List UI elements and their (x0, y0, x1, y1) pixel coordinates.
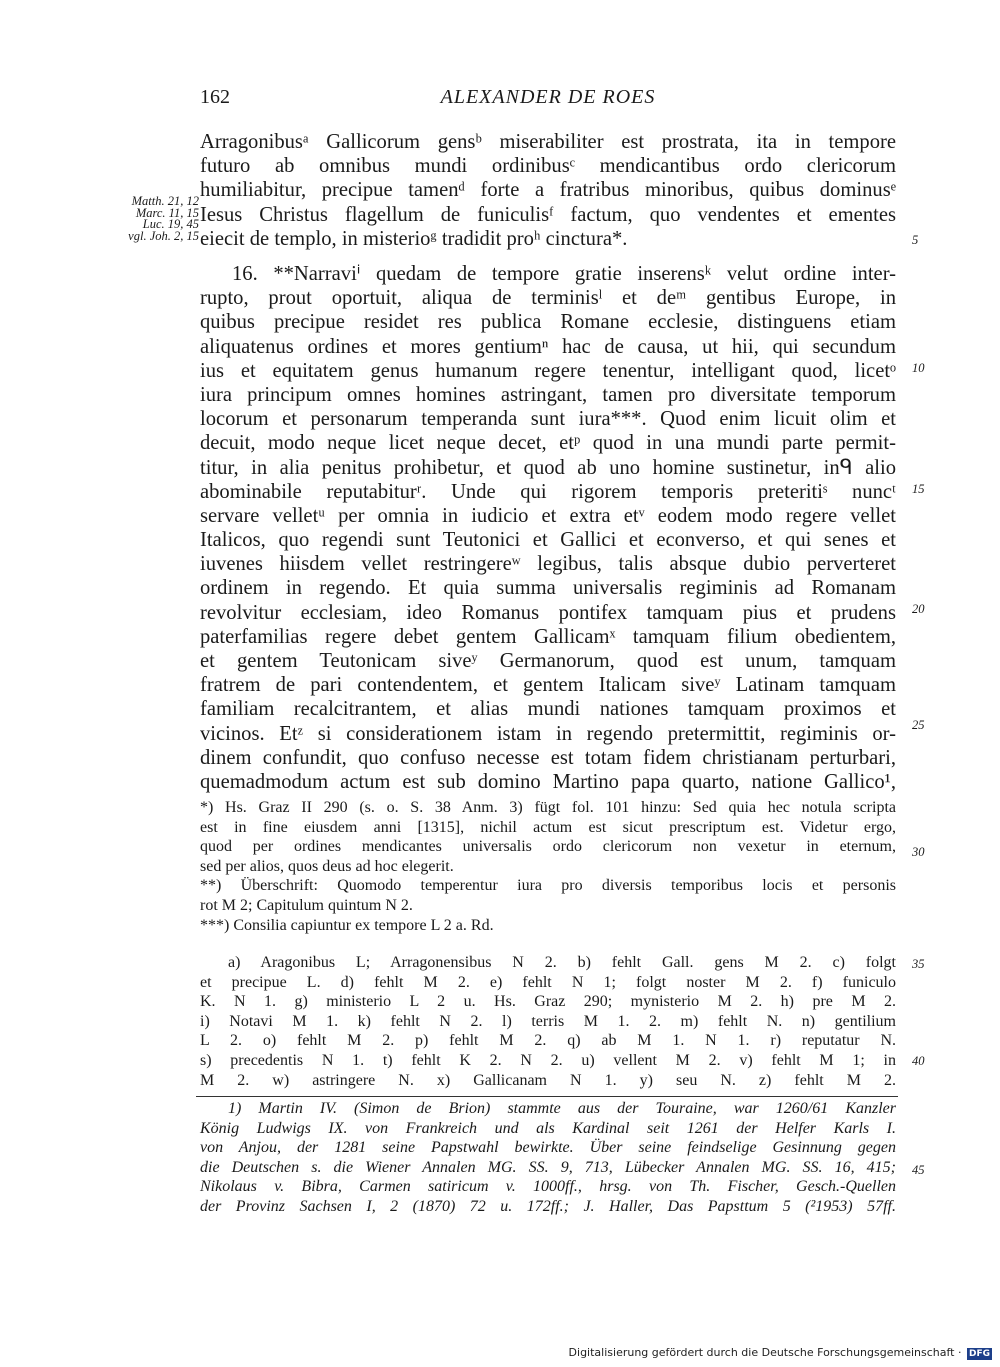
text-line: titur, in alia penitus prohibetur, et quod ab uno homine sustinetur, inᑫ alio (200, 456, 896, 479)
text-line: eiecit de templo, in misterioᵍ tradidit proʰ cinctura*. (200, 227, 628, 250)
note-line: est in fine eiusdem anni [1315], nichil actum est sicut prescriptum est. Videtur ergo, (200, 818, 896, 836)
margin-ref: Matth. 21, 12 (131, 194, 199, 208)
main-text-paragraph-16 (200, 262, 896, 794)
line-number: 35 (912, 957, 925, 971)
line-number: 10 (912, 361, 925, 375)
commentary-line: Nikolaus v. Bibra, Carmen satiricum v. 1000ff., hrsg. von Th. Fischer, Gesch.-Quellen (200, 1178, 896, 1196)
text-line: abominabile reputabiturʳ. Unde qui rigorem temporis preteritiˢ nuncᵗ (200, 480, 896, 503)
text-line: et gentem Teutonicam siveʸ Germanorum, quod est unum, tamquam (200, 650, 896, 672)
note-line: **) Überschrift: Quomodo temperentur iura pro diversis temporibus locis et personis (200, 877, 896, 895)
apparatus-line: M 2. w) astringere N. x) Gallicanam N 1. y) seu N. z) fehlt M 2. (200, 1071, 896, 1089)
line-number: 40 (912, 1054, 925, 1068)
text-line: quemadmodum actum est sub domino Martino papa quarto, natione Gallico¹, (200, 770, 896, 793)
margin-ref: Luc. 19, 45 (142, 217, 199, 231)
text-line: Iesus Christus flagellum de funiculisᶠ factum, quo vendentes et ementes (200, 203, 896, 226)
text-line: Italicos, quo regendi sunt Teutonici et Gallici et econverso, et qui senes et (200, 529, 896, 552)
note-line: quod per ordines mendicantes universalis ordo clericorum non vexetur in eternum, (200, 838, 896, 856)
line-number: 20 (912, 602, 925, 616)
text-line: locorum et personarum temperanda sunt iura***. Quod enim licuit olim et (200, 408, 896, 431)
line-number: 25 (912, 718, 925, 732)
text-line: familiam recalcitrantem, et alias mundi nationes tamquam proximos et (200, 698, 896, 721)
line-number: 5 (912, 233, 919, 247)
text-line: ius et equitatem genus humanum regere tenentur, intelligant quod, licetᵒ (200, 359, 896, 382)
apparatus-line: L 2. o) fehlt M 2. p) fehlt M 2. q) ab M 1. N 1. r) reputatur N. (200, 1032, 896, 1050)
text-line: paterfamilias regere debet gentem Gallicamˣ tamquam filium obedientem, (200, 625, 896, 648)
text-line: iura principum omnes homines astringant, tamen pro diversitate temporum (200, 383, 896, 406)
margin-references (104, 196, 199, 242)
footnote-rule (196, 1096, 898, 1097)
text-line: humiliabitur, precipue tamenᵈ forte a fratribus minoribus, quibus dominusᵉ (200, 179, 896, 202)
text-line: iuvenes hiisdem vellet restringereʷ legibus, talis absque dubio perverteret (200, 553, 896, 576)
credit-text: Digitalisierung gefördert durch die Deutsche Forschungsgemeinschaft (568, 1346, 955, 1359)
page-number: 162 (200, 86, 230, 108)
editorial-notes (200, 798, 896, 935)
apparatus-line: i) Notavi M 1. k) fehlt N 2. l) terris M 1. 2. m) fehlt N. n) gentilium (200, 1012, 896, 1030)
dfg-logo: DFG (968, 1349, 990, 1359)
note-line: rot M 2; Capitulum quintum N 2. (200, 896, 413, 914)
apparatus-line: a) Aragonibus L; Arragonensibus N 2. b) fehlt Gall. gens M 2. c) folgt (228, 954, 896, 971)
text-line: decuit, modo neque licet neque decet, etᵖ quod in una mundi parte permit- (200, 432, 896, 455)
margin-ref: Marc. 11, 15 (135, 205, 199, 220)
commentary-line: die Deutschen s. die Wiener Annalen MG. SS. 9, 713, Lübecker Annalen MG. SS. 16, 415; (200, 1158, 896, 1176)
apparatus-line: s) precedentis N 1. t) fehlt K 2. N 2. u) vellent M 2. v) fehlt M 1; in (200, 1051, 896, 1069)
apparatus-line: K. N 1. g) ministerio L 2 u. Hs. Graz 290; mynisterio M 2. h) pre M 2. (200, 993, 896, 1011)
commentary-line: König Ludwigs IX. von Frankreich und als Kardinal seit 1261 der Helfer Karls I. (200, 1119, 896, 1137)
historical-commentary (200, 1099, 896, 1217)
text-line: Arragonibusᵃ Gallicorum gensᵇ miserabiliter est prostrata, ita in tempore (200, 131, 896, 153)
text-line: rupto, prout oportuit, aliqua de terminisˡ et deᵐ gentibus Europe, in (200, 287, 896, 310)
text-line: aliquatenus ordines et mores gentiumⁿ hac de causa, ut hii, qui secundum (200, 335, 896, 358)
digitization-credit: Digitalisierung gefördert durch die Deutsche Forschungsgemeinschaft · DFG (568, 1346, 990, 1359)
line-number: 30 (912, 845, 925, 859)
note-line: *) Hs. Graz II 290 (s. o. S. 38 Anm. 3) fügt fol. 101 hinzu: Sed quia hec notula scripta (200, 799, 896, 816)
critical-apparatus (200, 953, 896, 1090)
line-number: 15 (912, 482, 925, 496)
running-title: ALEXANDER DE ROES (440, 86, 656, 108)
line-number: 45 (912, 1163, 925, 1177)
note-line: ***) Consilia capiuntur ex tempore L 2 a. Rd. (200, 916, 494, 934)
text-line: revolvitur ecclesiam, ideo Romanus pontifex tamquam pius et prudens (200, 601, 896, 624)
text-line: 16. **Narraviⁱ quedam de tempore gratie inserensᵏ velut ordine inter- (232, 263, 896, 285)
text-line: quibus precipue residet res publica Romane ecclesie, distinguens etiam (200, 311, 896, 334)
note-line: sed per alios, quos deus ad hoc elegerit. (200, 857, 454, 875)
commentary-line: von Anjou, der 1281 seine Papstwahl bewirkte. Über seine feindselige Gesinnung gegen (200, 1139, 896, 1157)
text-line: fratrem de pari contendentem, et gentem Italicam siveʸ Latinam tamquam (200, 674, 896, 697)
commentary-line: der Provinz Sachsen I, 2 (1870) 72 u. 172ff.; J. Haller, Das Papsttum 5 (²1953) 57ff. (200, 1197, 896, 1215)
text-line: dinem confundit, quo confuso necesse est totam fidem christianam perturbari, (200, 746, 896, 769)
text-line: futuro ab omnibus mundi ordinibusᶜ mendicantibus ordo clericorum (200, 155, 896, 178)
page-header (200, 86, 896, 110)
text-line: vicinos. Etᶻ si considerationem istam in regendo pretermittit, regiminis or- (200, 722, 896, 745)
text-line: servare velletᵘ per omnia in iudicio et extra etᵛ eodem modo regere vellet (200, 504, 896, 527)
margin-ref: vgl. Joh. 2, 15 (128, 228, 199, 243)
commentary-line: 1) Martin IV. (Simon de Brion) stammte aus der Touraine, war 1260/61 Kanzler (228, 1100, 896, 1117)
main-text-paragraph-1 (200, 130, 896, 251)
text-line: ordinem in regendo. Et quia summa universalis regiminis ad Romanam (200, 577, 896, 600)
apparatus-line: et precipue L. d) fehlt M 2. e) fehlt N 1; folgt noster M 2. f) funiculo (200, 973, 896, 991)
